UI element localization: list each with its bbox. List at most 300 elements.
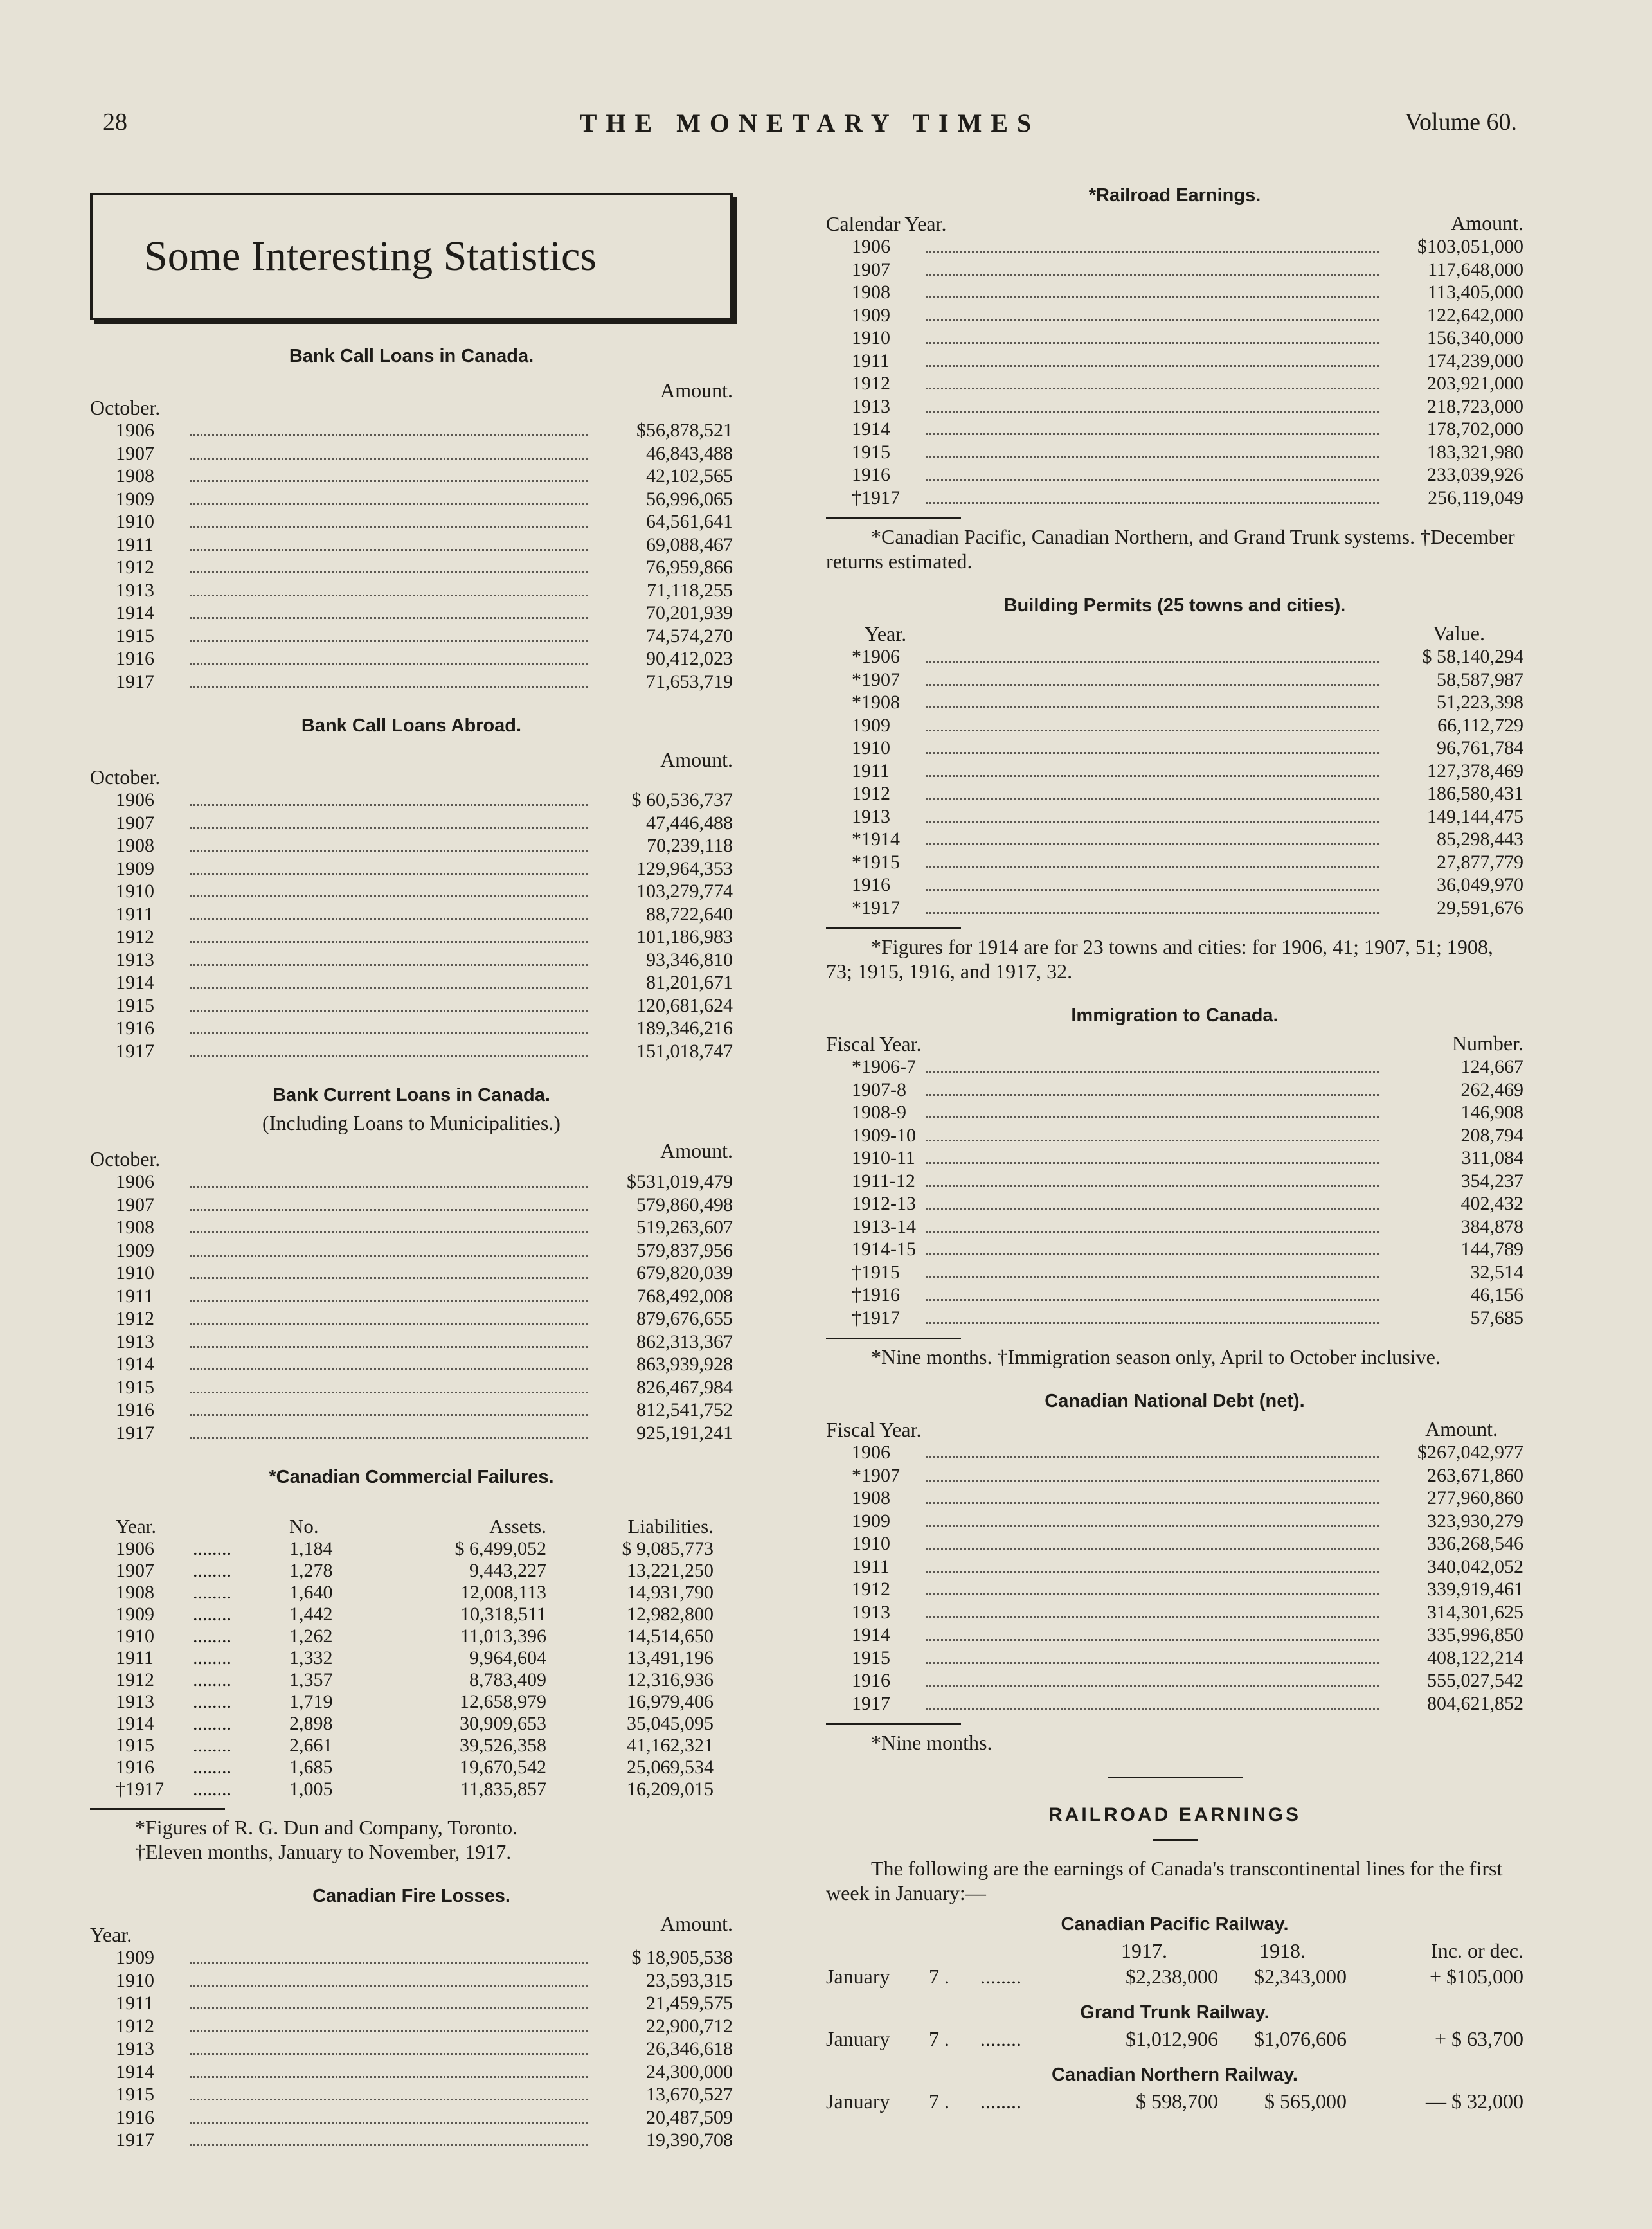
- dot-leader: [190, 1010, 588, 1012]
- table-row: [826, 828, 1523, 852]
- value-cell: 32,514: [1470, 1261, 1523, 1283]
- year-cell: *1908: [852, 692, 900, 713]
- year-cell: 1910: [116, 1262, 154, 1284]
- table-row: [90, 1041, 733, 1064]
- railroad-earnings-article: [826, 1804, 1523, 2118]
- year-cell: 1911: [852, 350, 890, 372]
- value-cell: 340,042,052: [1427, 1555, 1523, 1577]
- year-cell: 1917: [116, 1040, 154, 1062]
- dot-leader: [190, 1437, 588, 1439]
- dot-leader: [190, 640, 588, 642]
- table-row: [826, 1442, 1523, 1465]
- dot-leader: [926, 411, 1379, 413]
- value-cell: 58,587,987: [1437, 668, 1523, 690]
- table-row: [90, 2084, 733, 2107]
- dot-leader: ........: [193, 1625, 231, 1647]
- table-row: [90, 671, 733, 694]
- value-1918-cell: $2,343,000: [1254, 1965, 1347, 1988]
- column-header: Fiscal Year.: [826, 1418, 922, 1441]
- table-row: [826, 1579, 1523, 1602]
- value-cell: 336,268,546: [1427, 1533, 1523, 1554]
- year-cell: †1917: [852, 487, 900, 508]
- table-row: [90, 2016, 733, 2039]
- dot-leader: [190, 1346, 588, 1348]
- dot-leader: [926, 912, 1379, 914]
- divider: [90, 1808, 225, 1810]
- year-cell: 1913: [852, 395, 890, 417]
- dot-leader: [926, 1094, 1379, 1096]
- year-cell: 1909: [116, 488, 154, 510]
- dot-leader: [926, 1140, 1379, 1141]
- year-cell: †1917: [852, 1307, 900, 1329]
- number-cell: 1,262: [289, 1625, 333, 1647]
- year-cell: 1906: [116, 420, 154, 441]
- year-cell: 1906: [852, 1442, 890, 1463]
- year-cell: 1914: [116, 602, 154, 623]
- year-cell: 1909-10: [852, 1124, 916, 1146]
- value-cell: 277,960,860: [1427, 1487, 1523, 1508]
- table-row: [826, 692, 1523, 715]
- column-header: Amount.: [660, 1139, 733, 1162]
- table-row: [90, 580, 733, 603]
- dot-leader: [926, 251, 1379, 253]
- day-cell: 7 .: [929, 2027, 949, 2050]
- value-cell: 85,298,443: [1437, 828, 1523, 850]
- value-cell: 23,593,315: [646, 1969, 733, 1991]
- year-cell: 1911: [116, 1992, 154, 2014]
- table-row: [826, 1693, 1523, 1716]
- value-cell: 208,794: [1460, 1124, 1523, 1146]
- year-cell: *1917: [852, 897, 900, 918]
- bank-call-loans-abroad-table: [90, 715, 733, 1063]
- dot-leader: [190, 503, 588, 505]
- value-cell: 146,908: [1460, 1102, 1523, 1123]
- assets-cell: 11,835,857: [460, 1778, 546, 1800]
- bank-call-loans-canada-table: [90, 346, 733, 694]
- table-row: [826, 373, 1523, 396]
- dot-leader: [926, 775, 1379, 777]
- dot-leader: [926, 1685, 1379, 1687]
- table-row: [826, 1510, 1523, 1534]
- liabilities-cell: 13,221,250: [627, 1560, 714, 1581]
- section-title: Canadian National Debt (net).: [1045, 1391, 1305, 1411]
- table-row: [90, 511, 733, 534]
- table-row: [90, 488, 733, 512]
- year-cell: 1911-12: [852, 1170, 915, 1192]
- value-cell: $56,878,521: [636, 420, 733, 441]
- table-row: [826, 646, 1523, 669]
- column-header: Liabilities.: [627, 1515, 714, 1537]
- dot-leader: ........: [193, 1735, 231, 1756]
- table-row: [826, 1239, 1523, 1262]
- table-row: [90, 1625, 733, 1647]
- number-cell: 1,357: [289, 1669, 333, 1690]
- table-row: [90, 1992, 733, 2016]
- table-row: [826, 1147, 1523, 1170]
- column-header: Year.: [90, 1923, 132, 1946]
- assets-cell: $ 6,499,052: [454, 1538, 546, 1559]
- year-cell: 1916: [116, 2106, 154, 2128]
- month-cell: January: [826, 2090, 890, 2113]
- year-cell: 1916: [852, 1670, 890, 1691]
- value-cell: 384,878: [1460, 1215, 1523, 1237]
- table-row: [90, 1017, 733, 1041]
- dot-leader: [190, 1368, 588, 1370]
- table-row: [90, 648, 733, 671]
- dot-leader: [190, 663, 588, 665]
- table-row: [826, 305, 1523, 328]
- dot-leader: [190, 1209, 588, 1211]
- value-cell: 679,820,039: [636, 1262, 733, 1284]
- table-row: [90, 812, 733, 836]
- year-cell: 1909: [852, 714, 890, 736]
- section-title: Bank Call Loans in Canada.: [289, 346, 534, 366]
- year-cell: 1908: [852, 282, 890, 303]
- dot-leader: ........: [980, 2090, 1021, 2113]
- year-cell: 1910: [852, 1533, 890, 1554]
- dot-leader: [926, 274, 1379, 276]
- table-row: [826, 1284, 1523, 1307]
- title-box: [90, 193, 733, 320]
- year-cell: *1907: [852, 668, 900, 690]
- table-row: [826, 1965, 1523, 1993]
- table-row: [90, 443, 733, 466]
- year-cell: 1914: [852, 1624, 890, 1645]
- table-row: [90, 1647, 733, 1669]
- dot-leader: [190, 595, 588, 596]
- value-cell: 26,346,618: [646, 2038, 733, 2059]
- page-header: [103, 108, 1517, 147]
- value-cell: 27,877,779: [1437, 851, 1523, 873]
- dot-leader: [926, 752, 1379, 754]
- dot-leader: [926, 661, 1379, 663]
- year-cell: 1914: [116, 972, 154, 993]
- year-cell: 1913: [116, 579, 154, 601]
- liabilities-cell: $ 9,085,773: [622, 1538, 714, 1559]
- year-cell: *1915: [852, 851, 900, 873]
- assets-cell: 8,783,409: [469, 1669, 546, 1690]
- column-header: No.: [289, 1515, 319, 1537]
- value-cell: 863,939,928: [636, 1354, 733, 1375]
- dot-leader: ........: [980, 2027, 1021, 2050]
- assets-cell: 12,008,113: [460, 1582, 546, 1603]
- dot-leader: ........: [193, 1691, 231, 1712]
- year-cell: 1915: [852, 441, 890, 463]
- table-row: [90, 1757, 733, 1778]
- table-row: [90, 1354, 733, 1377]
- liabilities-cell: 13,491,196: [627, 1647, 714, 1669]
- dot-leader: [926, 1571, 1379, 1573]
- column-header: Value.: [1433, 622, 1485, 645]
- liabilities-cell: 16,209,015: [627, 1778, 714, 1800]
- divider: [1108, 1777, 1243, 1778]
- value-cell: 156,340,000: [1427, 327, 1523, 348]
- dot-leader: [190, 1962, 588, 1964]
- year-cell: 1912-13: [852, 1193, 916, 1214]
- month-cell: January: [826, 1965, 890, 1988]
- year-cell: 1906: [116, 789, 154, 810]
- year-cell: 1907: [116, 1560, 154, 1581]
- dot-leader: [190, 1985, 588, 1987]
- value-cell: 925,191,241: [636, 1422, 733, 1444]
- dot-leader: [926, 1116, 1379, 1118]
- table-row: [826, 259, 1523, 282]
- table-row: [826, 669, 1523, 692]
- dot-leader: [190, 1300, 588, 1302]
- dot-leader: [190, 2030, 588, 2032]
- year-cell: 1917: [116, 670, 154, 692]
- value-cell: 262,469: [1460, 1079, 1523, 1100]
- table-row: [90, 881, 733, 904]
- year-cell: 1915: [116, 1735, 154, 1756]
- dot-leader: ........: [193, 1582, 231, 1603]
- year-cell: 1908: [116, 1217, 154, 1238]
- value-cell: 183,321,980: [1427, 441, 1523, 463]
- table-row: [90, 1778, 733, 1800]
- table-row: [90, 557, 733, 580]
- dot-leader: [926, 798, 1379, 800]
- dot-leader: [926, 365, 1379, 367]
- year-cell: †1917: [116, 1778, 164, 1800]
- dot-leader: [926, 1593, 1379, 1595]
- table-row: [826, 1216, 1523, 1239]
- table-row: [826, 1079, 1523, 1102]
- year-cell: 1913: [116, 949, 154, 971]
- value-1918-cell: $1,076,606: [1254, 2027, 1347, 2050]
- year-cell: 1912: [116, 1308, 154, 1329]
- year-cell: 1913: [116, 1691, 154, 1712]
- dot-leader: [926, 1525, 1379, 1527]
- table-row: [826, 1170, 1523, 1194]
- dot-leader: [190, 1255, 588, 1257]
- value-cell: 879,676,655: [636, 1308, 733, 1329]
- year-cell: 1907: [852, 258, 890, 280]
- dot-leader: [190, 2099, 588, 2100]
- table-row: [90, 2038, 733, 2061]
- divider: [826, 927, 961, 929]
- table-row: [90, 1262, 733, 1285]
- value-cell: 90,412,023: [646, 648, 733, 669]
- page-number: 28: [103, 109, 127, 136]
- railway-name: Canadian Northern Railway.: [1052, 2064, 1298, 2085]
- value-cell: 256,119,049: [1428, 487, 1523, 508]
- year-cell: 1913: [116, 2038, 154, 2059]
- dot-leader: [926, 889, 1379, 891]
- column-header: October.: [90, 1147, 161, 1170]
- year-cell: 1914: [116, 1354, 154, 1375]
- value-cell: 579,860,498: [636, 1194, 733, 1215]
- dot-leader: [926, 706, 1379, 708]
- table-row: [826, 715, 1523, 738]
- table-row: [90, 1582, 733, 1604]
- table-header: [90, 1493, 733, 1538]
- dot-leader: [190, 1277, 588, 1279]
- dot-leader: [190, 526, 588, 528]
- table-row: [90, 1171, 733, 1194]
- immigration-table: [826, 1005, 1523, 1369]
- table-row: [826, 442, 1523, 465]
- value-cell: 22,900,712: [646, 2015, 733, 2037]
- dot-leader: [190, 1055, 588, 1057]
- year-cell: 1913: [116, 1330, 154, 1352]
- column-header: 1918.: [1259, 1939, 1306, 1962]
- value-cell: $103,051,000: [1417, 236, 1523, 257]
- table-row: [90, 1735, 733, 1757]
- table-row: [826, 1647, 1523, 1670]
- year-cell: 1916: [116, 1017, 154, 1039]
- table-row: [90, 1308, 733, 1331]
- value-cell: 74,574,270: [646, 625, 733, 647]
- value-cell: 144,789: [1460, 1239, 1523, 1260]
- table-row: [826, 236, 1523, 259]
- dot-leader: [926, 866, 1379, 868]
- table-row: [90, 1669, 733, 1691]
- year-cell: 1914: [116, 1713, 154, 1734]
- dot-leader: [190, 964, 588, 966]
- column-header: Inc. or dec.: [1431, 1939, 1523, 1962]
- year-cell: 1914: [852, 418, 890, 440]
- value-cell: 66,112,729: [1437, 714, 1523, 736]
- table-row: [90, 1538, 733, 1560]
- dot-leader: [926, 1456, 1379, 1458]
- year-cell: 1913: [852, 1601, 890, 1623]
- dot-leader: [190, 434, 588, 436]
- dot-leader: [926, 479, 1379, 481]
- value-cell: 76,959,866: [646, 557, 733, 578]
- section-title: *Canadian Commercial Failures.: [269, 1467, 554, 1487]
- section-title: *Railroad Earnings.: [1088, 185, 1261, 206]
- table-row: [826, 783, 1523, 806]
- year-cell: 1915: [116, 1376, 154, 1398]
- dot-leader: [190, 458, 588, 460]
- assets-cell: 9,964,604: [469, 1647, 546, 1669]
- fire-losses-table: [90, 1886, 733, 2153]
- table-row: [90, 789, 733, 812]
- year-cell: 1908: [852, 1487, 890, 1508]
- value-1917-cell: $ 598,700: [1136, 2090, 1218, 2113]
- dot-leader: [926, 1071, 1379, 1073]
- dot-leader: ........: [193, 1604, 231, 1625]
- dot-leader: [926, 684, 1379, 686]
- table-row: [90, 1691, 733, 1713]
- railway-name: Grand Trunk Railway.: [1080, 2002, 1270, 2023]
- value-cell: 46,843,488: [646, 442, 733, 464]
- column-header: Assets.: [489, 1515, 546, 1537]
- value-cell: 218,723,000: [1427, 395, 1523, 417]
- liabilities-cell: 14,931,790: [627, 1582, 714, 1603]
- number-cell: 2,661: [289, 1735, 333, 1756]
- dot-leader: [926, 1185, 1379, 1187]
- table-row: [90, 1604, 733, 1625]
- value-cell: 314,301,625: [1427, 1601, 1523, 1623]
- value-1917-cell: $2,238,000: [1126, 1965, 1218, 1988]
- value-cell: 402,432: [1460, 1193, 1523, 1214]
- dot-leader: [190, 987, 588, 989]
- value-cell: 519,263,607: [636, 1217, 733, 1238]
- year-cell: *1907: [852, 1464, 900, 1486]
- dot-leader: [926, 1480, 1379, 1482]
- dot-leader: [926, 1548, 1379, 1550]
- value-cell: 117,648,000: [1428, 258, 1523, 280]
- dot-leader: [190, 686, 588, 688]
- value-cell: 189,346,216: [636, 1017, 733, 1039]
- table-row: [826, 1125, 1523, 1148]
- building-permits-table: [826, 595, 1523, 983]
- dot-leader: [190, 2007, 588, 2009]
- year-cell: 1908: [116, 465, 154, 487]
- table-row: [826, 282, 1523, 305]
- table-row: [826, 852, 1523, 875]
- value-cell: 13,670,527: [646, 2084, 733, 2105]
- footnote: *Figures of R. G. Dun and Company, Toronto.: [135, 1816, 518, 1839]
- day-cell: 7 .: [929, 2090, 949, 2113]
- dot-leader: [926, 821, 1379, 823]
- number-cell: 1,278: [289, 1560, 333, 1581]
- value-cell: 57,685: [1470, 1307, 1523, 1329]
- year-cell: 1914-15: [852, 1239, 916, 1260]
- table-row: [826, 1556, 1523, 1579]
- value-cell: 64,561,641: [646, 511, 733, 532]
- dot-leader: [926, 1616, 1379, 1618]
- dot-leader: [190, 941, 588, 943]
- value-cell: 51,223,398: [1437, 692, 1523, 713]
- divider: [826, 517, 961, 519]
- table-row: [826, 897, 1523, 920]
- year-cell: 1908: [116, 1582, 154, 1603]
- table-row: [826, 1624, 1523, 1647]
- dot-leader: [190, 617, 588, 619]
- table-row: [826, 1602, 1523, 1625]
- value-cell: 323,930,279: [1427, 1510, 1523, 1532]
- footnote: *Nine months. †Immigration season only, April to October inclusive.: [871, 1345, 1441, 1368]
- table-row: [826, 806, 1523, 829]
- table-row: [90, 1217, 733, 1240]
- value-cell: 408,122,214: [1427, 1647, 1523, 1669]
- table-row: [826, 350, 1523, 373]
- divider: [826, 1338, 961, 1339]
- value-cell: 88,722,640: [646, 903, 733, 925]
- year-cell: 1909: [852, 1510, 890, 1532]
- value-cell: 579,837,956: [636, 1239, 733, 1261]
- dot-leader: [926, 502, 1379, 504]
- dot-leader: [926, 1231, 1379, 1233]
- table-row: [90, 420, 733, 443]
- year-cell: 1915: [116, 2084, 154, 2105]
- liabilities-cell: 12,316,936: [627, 1669, 714, 1690]
- dot-leader: ........: [193, 1778, 231, 1800]
- year-cell: 1908-9: [852, 1102, 906, 1123]
- dot-leader: [926, 1502, 1379, 1504]
- section-title: Bank Current Loans in Canada.: [273, 1085, 550, 1106]
- table-row: [826, 1487, 1523, 1510]
- table-row: [90, 2107, 733, 2130]
- dot-leader: ........: [193, 1713, 231, 1734]
- dot-leader: [190, 827, 588, 829]
- dot-leader: [190, 873, 588, 875]
- year-cell: 1909: [116, 1604, 154, 1625]
- value-cell: 122,642,000: [1427, 304, 1523, 326]
- year-cell: 1912: [852, 1579, 890, 1600]
- bank-current-loans-table: [90, 1085, 733, 1445]
- table-row: [90, 904, 733, 927]
- dot-leader: [926, 730, 1379, 731]
- column-header: Number.: [1451, 1032, 1523, 1055]
- section-title: Canadian Fire Losses.: [312, 1886, 510, 1906]
- dot-leader: [926, 1662, 1379, 1664]
- dot-leader: [190, 2144, 588, 2146]
- value-cell: 127,378,469: [1427, 760, 1523, 782]
- table-row: [90, 1713, 733, 1735]
